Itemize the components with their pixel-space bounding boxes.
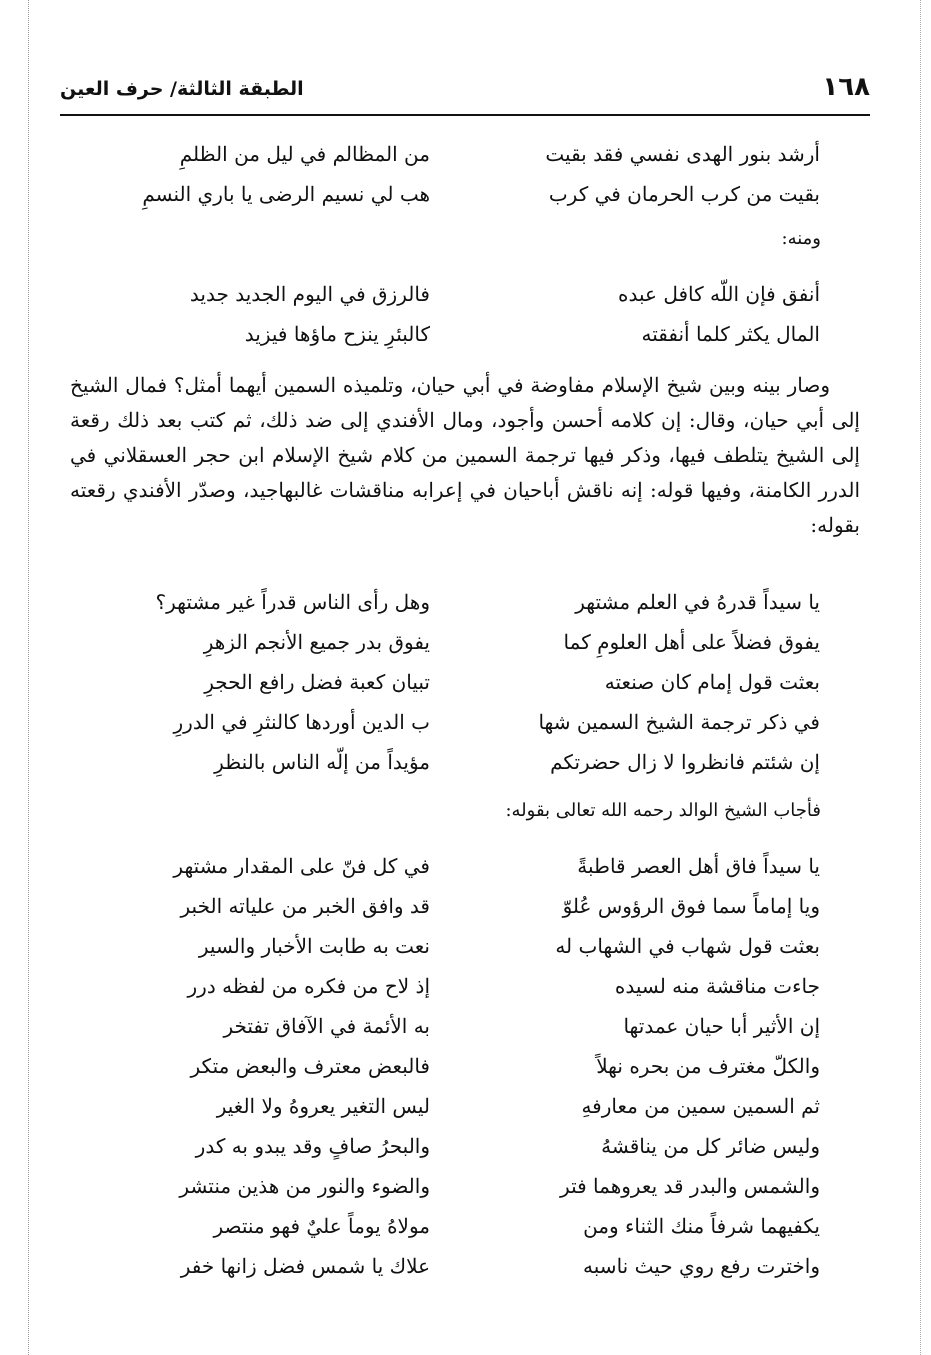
verse-first-hemistich: بعثت قول شهاب في الشهاب له: [555, 934, 820, 958]
verse-first-hemistich: ثم السمين سمين من معارفهِ: [581, 1094, 820, 1118]
verse-first-hemistich: أنفق فإن اللّه كافل عبده: [618, 282, 820, 306]
verse-line: [110, 1206, 820, 1246]
verse-line: [110, 1126, 820, 1166]
poem-4: [110, 846, 820, 1286]
verse-first-hemistich: يفوق فضلاً على أهل العلومِ كما: [563, 630, 820, 654]
verse-first-hemistich: إن الأثير أبا حيان عمدتها: [623, 1014, 820, 1038]
verse-second-hemistich: يفوق بدر جميع الأنجم الزهرِ: [203, 630, 430, 654]
verse-first-hemistich: إن شئتم فانظروا لا زال حضرتكم: [550, 750, 820, 774]
verse-line: [110, 1046, 820, 1086]
scan-edge-left: [28, 0, 29, 1355]
verse-line: [110, 1086, 820, 1126]
header-rule: [60, 114, 870, 116]
verse-second-hemistich: مؤيداً من إلّه الناس بالنظرِ: [214, 750, 430, 774]
verse-second-hemistich: علاك يا شمس فضل زانها خفر: [180, 1254, 430, 1278]
verse-second-hemistich: نعت به طابت الأخبار والسير: [198, 934, 430, 958]
verse-first-hemistich: والشمس والبدر قد يعروهما فتر: [560, 1174, 820, 1198]
verse-second-hemistich: إذ لاح من فكره من لفظه درر: [187, 974, 430, 998]
verse-line: [110, 174, 820, 214]
verse-first-hemistich: المال يكثر كلما أنفقته: [641, 322, 820, 346]
verse-second-hemistich: ب الدين أوردها كالنثرِ في الدررِ: [173, 710, 430, 734]
verse-line: [110, 1246, 820, 1286]
verse-line: [110, 1006, 820, 1046]
verse-first-hemistich: ويا إماماً سما فوق الرؤوس عُلوّ: [562, 894, 820, 918]
page-number: ١٦٨: [822, 72, 870, 102]
verse-first-hemistich: يكفيهما شرفاً منك الثناء ومن: [583, 1214, 820, 1238]
verse-line: [110, 926, 820, 966]
verse-second-hemistich: من المظالم في ليل من الظلمِ: [179, 142, 430, 166]
verse-line: [110, 742, 820, 782]
verse-first-hemistich: بقيت من كرب الحرمان في كرب: [548, 182, 820, 206]
verse-second-hemistich: فالرزق في اليوم الجديد جديد: [189, 282, 430, 306]
verse-line: [110, 886, 820, 926]
verse-line: [110, 274, 820, 314]
prose-block: [70, 368, 860, 543]
verse-first-hemistich: والكلّ مغترف من بحره نهلاً: [596, 1054, 820, 1078]
verse-first-hemistich: في ذكر ترجمة الشيخ السمين شها: [538, 710, 820, 734]
label-minhu: ومنه:: [781, 228, 821, 249]
verse-line: [110, 582, 820, 622]
verse-second-hemistich: ليس التغير يعروهُ ولا الغير: [216, 1094, 430, 1118]
verse-second-hemistich: والبحرُ صافٍ وقد يبدو به كدر: [195, 1134, 430, 1158]
verse-first-hemistich: أرشد بنور الهدى نفسي فقد بقيت: [545, 142, 820, 166]
verse-second-hemistich: هب لي نسيم الرضى يا باري النسمِ: [142, 182, 430, 206]
verse-second-hemistich: وهل رأى الناس قدراً غير مشتهر؟: [155, 590, 430, 614]
verse-second-hemistich: مولاهُ يوماً عليٌ فهو منتصر: [213, 1214, 430, 1238]
page-header: [60, 70, 870, 114]
verse-line: [110, 702, 820, 742]
verse-first-hemistich: واخترت رفع روي حيث ناسبه: [583, 1254, 820, 1278]
verse-second-hemistich: والضوء والنور من هذين منتشر: [179, 1174, 430, 1198]
verse-second-hemistich: كالبئرِ ينزح ماؤها فيزيد: [244, 322, 430, 346]
verse-second-hemistich: قد وافق الخبر من علياته الخبر: [180, 894, 430, 918]
verse-first-hemistich: جاءت مناقشة منه لسيده: [614, 974, 820, 998]
poem-1: [110, 134, 820, 214]
running-title: الطبقة الثالثة/ حرف العين: [60, 78, 304, 100]
poem-3: [110, 582, 820, 782]
poem-2: [110, 274, 820, 354]
verse-first-hemistich: يا سيداً فاق أهل العصر قاطبةً: [577, 854, 820, 878]
verse-second-hemistich: فالبعض معترف والبعض متكر: [190, 1054, 430, 1078]
verse-first-hemistich: يا سيداً قدرهُ في العلم مشتهر: [575, 590, 820, 614]
paragraph: وصار بينه وبين شيخ الإسلام مفاوضة في أبي حيان، وتلميذه السمين أيهما أمثل؟ فمال الشيخ إلى أبي حيان، وقال: إن كلامه أحسن وأجود، ومال الأفندي إلى ضد ذلك، ثم كتب بعد ذلك رقعة إلى الشيخ يتلطف فيها، وذكر فيها ترجمة السمين من كلام شيخ الإسلام ابن حجر العسقلاني في الدرر الكامنة، وفيها قوله: إنه ناقش أباحيان في إعرابه مناقشات غالبهاجيد، وصدّر الأفندي رقعته بقوله:: [70, 373, 860, 537]
verse-second-hemistich: به الأئمة في الآفاق تفتخر: [223, 1014, 430, 1038]
verse-first-hemistich: وليس ضائر كل من يناقشهُ: [601, 1134, 820, 1158]
verse-line: [110, 1166, 820, 1206]
verse-second-hemistich: تبيان كعبة فضل رافع الحجرِ: [204, 670, 430, 694]
scan-edge-right: [920, 0, 921, 1355]
verse-second-hemistich: في كل فنّ على المقدار مشتهر: [173, 854, 430, 878]
label-reply: فأجاب الشيخ الوالد رحمه الله تعالى بقوله:: [505, 800, 821, 821]
verse-line: [110, 314, 820, 354]
verse-line: [110, 622, 820, 662]
verse-line: [110, 134, 820, 174]
verse-line: [110, 846, 820, 886]
verse-line: [110, 966, 820, 1006]
verse-first-hemistich: بعثت قول إمام كان صنعته: [604, 670, 820, 694]
verse-line: [110, 662, 820, 702]
